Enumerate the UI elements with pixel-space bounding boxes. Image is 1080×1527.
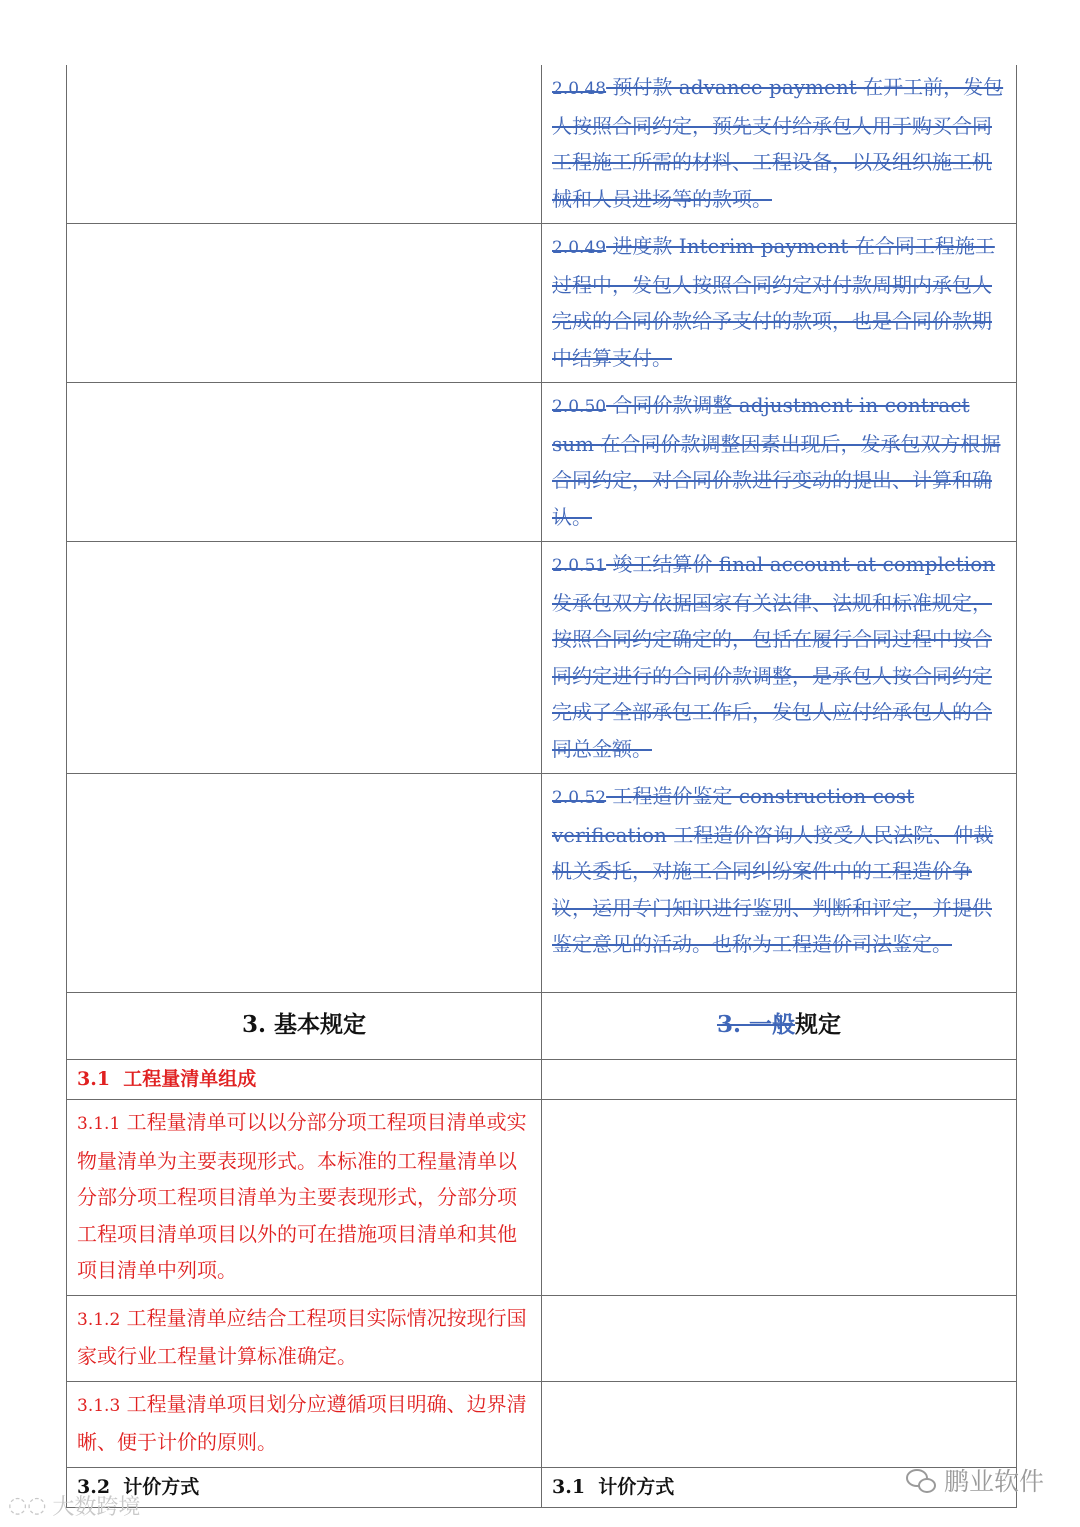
right-cell-empty	[542, 1060, 1017, 1100]
watermark-left: ◌◌ 大数跨境	[8, 1493, 141, 1520]
left-cell-empty	[67, 774, 542, 993]
watermark-right: 鹏业软件	[906, 1462, 1044, 1498]
chapter-header-row	[67, 993, 1017, 1060]
chapter-title-right	[542, 993, 1017, 1060]
left-cell-empty	[67, 65, 542, 224]
right-cell-empty	[542, 1295, 1017, 1381]
table-row	[67, 1100, 1017, 1296]
right-cell	[542, 774, 1017, 993]
table-row	[67, 224, 1017, 383]
left-cell-empty	[67, 542, 542, 774]
section-3-1-pricing-title: 3.1 计价方式	[542, 1467, 1017, 1507]
clause-3-1-2: 3.1.2 工程量清单应结合工程项目实际情况按现行国家或行业工程量计算标准确定。	[67, 1295, 542, 1381]
chapter-title-left: 3. 基本规定	[67, 993, 542, 1060]
section-row	[67, 1060, 1017, 1100]
left-cell-empty	[67, 383, 542, 542]
wechat-icon	[906, 1467, 936, 1493]
deleted-clause-2-0-49: 2.0.49 进度款 Interim payment 在合同工程施工过程中，发包人按照合同约定对付款周期内承包人完成的合同价款给予支付的款项，也是合同价款期中结算支付。	[552, 234, 995, 370]
right-cell	[542, 224, 1017, 383]
clause-3-1-3: 3.1.3 工程量清单项目划分应遵循项目明确、边界清晰、便于计价的原则。	[67, 1381, 542, 1467]
deleted-clause-2-0-51: 2.0.51 竣工结算价 final account at completion 发承包双方依据国家有关法律、法规和标准规定，按照合同约定确定的，包括在履行合同过程中按合同约定进行的合同价款调整，是承包人按合同约定完成了全部承包工作后，发包人应付给承包人的合同总金额。	[552, 552, 996, 761]
table-row	[67, 542, 1017, 774]
table-row	[67, 383, 1017, 542]
section-row	[67, 1467, 1017, 1507]
right-cell-empty	[542, 1381, 1017, 1467]
right-cell	[542, 383, 1017, 542]
kept-word: 规定	[795, 1011, 842, 1038]
right-cell-empty	[542, 1100, 1017, 1296]
deleted-clause-2-0-48: 2.0.48 预付款 advance payment 在开工前，发包人按照合同约定，预先支付给承包人用于购买合同工程施工所需的材料、工程设备，以及组织施工机械和人员进场等的款项。	[552, 75, 1004, 211]
deleted-clause-2-0-52: 2.0.52 工程造价鉴定 construction cost verification 工程造价咨询人接受人民法院、仲裁机关委托，对施工合同纠纷案件中的工程造价争议，运用专门知识进行鉴别、判断和评定，并提供鉴定意见的活动。也称为工程造价司法鉴定。	[552, 784, 994, 956]
table-row	[67, 1295, 1017, 1381]
section-3-2-title: 3.2 计价方式	[67, 1467, 542, 1507]
clause-3-1-1: 3.1.1 工程量清单可以以分部分项工程项目清单或实物量清单为主要表现形式。本标准的工程量清单以分部分项工程项目清单为主要表现形式，分部分项工程项目清单项目以外的可在措施项目清单和其他项目清单中列项。	[67, 1100, 542, 1296]
comparison-table	[66, 65, 1017, 1508]
table-row	[67, 1381, 1017, 1467]
table-row	[67, 65, 1017, 224]
left-cell-empty	[67, 224, 542, 383]
deleted-prefix: 3.	[716, 1011, 750, 1038]
logo-icon: ◌◌	[8, 1493, 47, 1518]
table-row	[67, 774, 1017, 993]
section-3-1-title: 3.1 工程量清单组成	[67, 1060, 542, 1100]
deleted-clause-2-0-50: 2.0.50 合同价款调整 adjustment in contract sum 在合同价款调整因素出现后，发承包双方根据合同约定，对合同价款进行变动的提出、计算和确认。	[552, 393, 1001, 529]
right-cell	[542, 542, 1017, 774]
right-cell	[542, 65, 1017, 224]
deleted-word: 一般	[749, 1011, 796, 1038]
